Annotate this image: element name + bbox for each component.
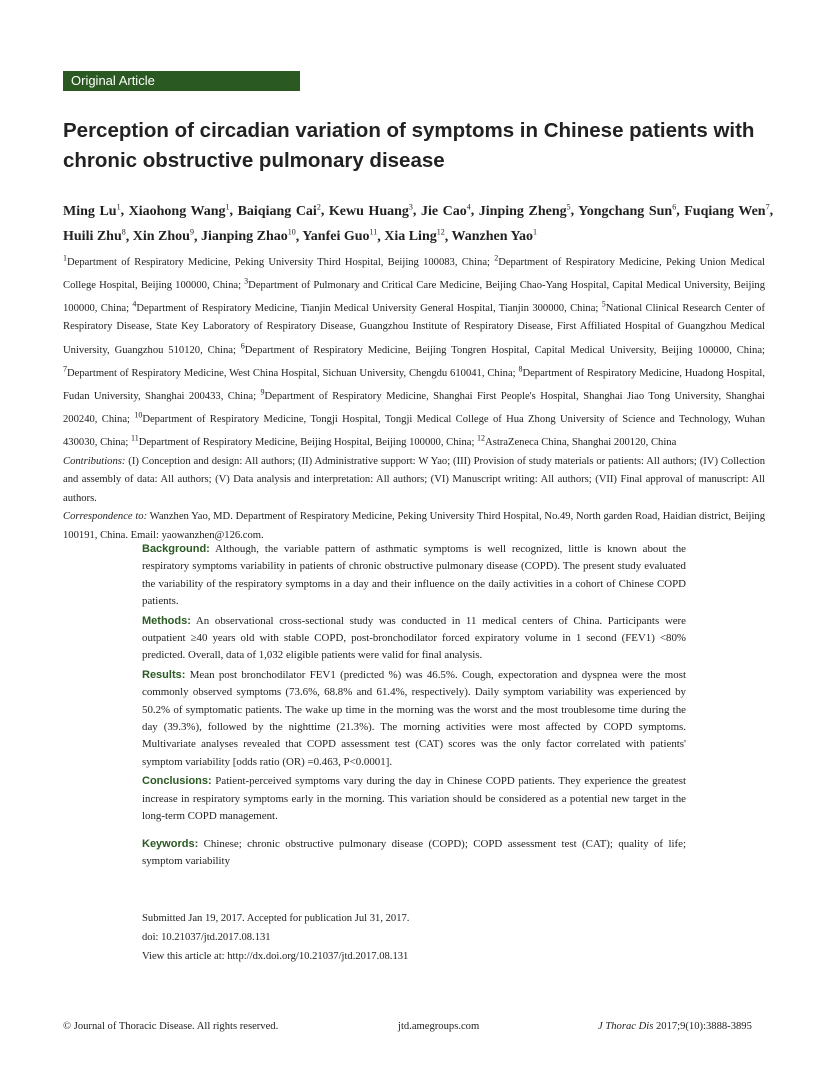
affiliation-number: 10 (134, 410, 143, 420)
journal-abbrev: J Thorac Dis (598, 1021, 654, 1032)
author-affiliation-number: 1 (116, 202, 121, 211)
affiliation-number: 11 (130, 433, 139, 443)
author-name: Jinping Zheng (478, 203, 567, 219)
affiliations-block (63, 249, 765, 546)
author (133, 229, 194, 244)
results-label: Results: (142, 668, 186, 681)
author-affiliation-number: 11 (369, 227, 378, 237)
affiliation-text: Department of Respiratory Medicine, Beijing Tongren Hospital, Capital Medical University, Beijing 100000, China; (244, 344, 765, 356)
author (479, 204, 571, 219)
keywords (142, 836, 686, 871)
author-name: Huili Zhu (63, 229, 122, 245)
footer-copyright: © Journal of Thoracic Disease. All rights reserved. (63, 1021, 279, 1032)
author-name: Wanzhen Yao (451, 229, 534, 245)
author-name: Xin Zhou (132, 229, 190, 245)
article-link[interactable]: View this article at: http://dx.doi.org/10.21037/jtd.2017.08.131 (142, 951, 409, 962)
footer-citation (598, 1021, 752, 1032)
affiliation-number: 12 (477, 433, 486, 443)
abstract-results (142, 667, 686, 771)
affiliation-text: AstraZeneca China, Shanghai 200120, China (485, 437, 677, 448)
author-affiliation-number: 2 (316, 202, 321, 211)
author-name: Jie Cao (420, 203, 467, 219)
affiliation-number: 8 (518, 364, 523, 374)
affiliation-number: 5 (601, 299, 606, 309)
methods-label: Methods: (142, 614, 191, 627)
contributions (63, 453, 765, 509)
abstract-conclusions (142, 773, 686, 825)
correspondence-text: Wanzhen Yao, MD. Department of Respiratory Medicine, Peking University Third Hospital, No.49, North garden Road, Haidian district, Beijing 100191, China. Email: yaowanzhen@126.com. (63, 511, 766, 541)
author-affiliation-number: 6 (672, 202, 677, 211)
author-name: Ming Lu (63, 203, 117, 219)
submission-dates: Submitted Jan 19, 2017. Accepted for publication Jul 31, 2017. (142, 913, 410, 924)
affiliation-list (63, 253, 766, 448)
author-list: Ming Lu$^1$, Xiaohong Wang$^1$, Baiqiang Cai$^2$, Kewu Huang$^3$, Jie Cao$^4$, Jinping Zheng$^5$, Yongchang Sun$^6$, Fuqiang Wen$^7$, Huili Zhu$^8$, Xin Zhou$^9$, Jianping Zhao$^{10}$, Yanfei Guo$^{11}$, Xia Ling$^{12}$, Wanzhen Yao$^1$ (63, 202, 774, 245)
author (129, 204, 230, 219)
author-affiliation-number: 7 (765, 202, 770, 211)
paper-title: Perception of circadian variation of symptoms in Chinese patients with chronic obstructive pulmonary disease (63, 119, 755, 172)
abstract (142, 541, 686, 872)
keywords-label: Keywords: (142, 837, 199, 850)
footer-site[interactable]: jtd.amegroups.com (398, 1021, 480, 1032)
background-label: Background: (142, 543, 210, 555)
affiliation-number: 9 (260, 387, 265, 397)
methods-text: An observational cross-sectional study was conducted in 11 medical centers of China. Participants were outpatient ≥40 years old with stable COPD, post-bronchodilator forced expiratory volume in 1 second (FEV1) <80% predicted. Overall, data of 1,032 eligible patients were valid for final analysis. (142, 614, 686, 662)
affiliation-number: 1 (63, 253, 67, 262)
affiliation (63, 253, 495, 268)
results-text: Mean post bronchodilator FEV1 (predicted %) was 46.5%. Cough, expectoration and dyspnea were the most commonly observed symptoms (73.6%, 68.8% and 61.4%, respectively). Daily symptom variability was experienced by 50.2% of symptomatic patients. The wake up time in the morning was the worst and the most troublesome time during the day (39.3%), followed by the nighttime (21.3%). The morning activities were most affected by COPD symptoms. Multivariate analyses revealed that COPD assessment test (CAT) scores was the only factor correlated with patients' symptom variability [odds ratio (OR) =0.463, P<0.0001]. (142, 668, 686, 768)
affiliation-text: Department of Respiratory Medicine, Peking University Third Hospital, Beijing 100083, China; (67, 256, 495, 268)
affiliation-number: 3 (244, 276, 249, 286)
author-affiliation-number: 8 (121, 227, 126, 237)
affiliation-number: 2 (494, 253, 499, 262)
submission-info (142, 909, 409, 966)
affiliation (477, 433, 677, 448)
affiliation-text: Department of Respiratory Medicine, West China Hospital, Sichuan University, Chengdu 610041, China; (67, 367, 519, 379)
background-text: Although, the variable pattern of asthmatic symptoms is well recognized, little is known about the respiratory symptoms variability in patients of chronic obstructive pulmonary disease (COPD). The present study evaluated the variability of the respiratory symptoms in a day and their influence on the daily activities in a cohort of Chinese COPD patients. (142, 543, 686, 608)
affiliation-text: National Clinical Research Center of Respiratory Disease, State Key Laboratory of Respiratory Disease, Guangzhou Institute of Respiratory Disease, First Affiliated Hospital of Guangzhou Medical University, Guangzhou 510120, China; (63, 302, 765, 356)
affiliation (63, 364, 519, 379)
abstract-background (142, 541, 686, 611)
author (201, 229, 296, 244)
affiliation (130, 433, 478, 448)
affiliation-text: Department of Pulmonary and Critical Care Medicine, Beijing Chao-Yang Hospital, Capital Medical University, Beijing 100000, China; (63, 279, 765, 314)
author (421, 204, 471, 219)
author-affiliation-number: 1 (533, 227, 538, 237)
conclusions-text: Patient-perceived symptoms vary during the day in Chinese COPD patients. They experience the greatest increase in respiratory symptoms early in the morning. This variation should be considered as a potential new target in the long-term COPD management. (142, 775, 686, 823)
affiliation-number: 4 (132, 299, 137, 309)
author-name: Fuqiang Wen (684, 203, 766, 219)
author-name: Yanfei Guo (302, 229, 370, 245)
author-name: Xiaohong Wang (128, 203, 226, 219)
author (578, 204, 676, 219)
author (329, 204, 413, 219)
author-affiliation-number: 9 (189, 227, 194, 237)
contributions-text: (I) Conception and design: All authors; (II) Administrative support: W Yao; (III) Provision of study materials or patients: All authors; (IV) Collection and assembly of data: All authors; (V) Data analysis and interpretation: All authors; (VI) Manuscript writing: All authors; (VII) Final approval of manuscript: All authors. (63, 455, 765, 504)
author-affiliation-number: 5 (566, 202, 571, 211)
affiliation-number: 7 (63, 364, 67, 374)
affiliation-number: 6 (240, 340, 245, 350)
affiliation-text: Department of Respiratory Medicine, Tianjin Medical University General Hospital, Tianjin 300000, China; (136, 302, 602, 314)
correspondence (63, 508, 765, 545)
author-affiliation-number: 10 (287, 227, 296, 237)
author-affiliation-number: 1 (225, 202, 230, 211)
affiliation-text: Department of Respiratory Medicine, Shanghai First People's Hospital, Shanghai Jiao Tong University, Shanghai 200240, China; (63, 390, 765, 425)
author-affiliation-number: 4 (466, 202, 471, 211)
author-affiliation-number: 3 (408, 202, 413, 211)
affiliation-text: Department of Respiratory Medicine, Huadong Hospital, Fudan University, Shanghai 200433, China; (63, 367, 765, 402)
author (302, 229, 377, 244)
author (238, 204, 321, 219)
affiliation (240, 340, 765, 356)
contributions-label: Contributions: (63, 455, 126, 467)
citation-text: 2017;9(10):3888-3895 (653, 1021, 752, 1032)
conclusions-label: Conclusions: (142, 775, 212, 788)
author (451, 229, 537, 244)
author-name: Yongchang Sun (578, 203, 673, 219)
author (63, 229, 126, 244)
author-affiliation-number: 12 (436, 227, 445, 237)
author (684, 204, 769, 219)
author (384, 229, 445, 244)
affiliation-text: Department of Respiratory Medicine, Tongji Hospital, Tongji Medical College of Hua Zhong University of Science and Technology, Wuhan 430030, China; (63, 413, 766, 448)
author (63, 204, 121, 219)
article-type-banner: Original Article (63, 71, 300, 91)
author-name: Xia Ling (384, 229, 437, 245)
author-name: Kewu Huang (328, 203, 409, 219)
abstract-methods (142, 613, 686, 665)
doi: doi: 10.21037/jtd.2017.08.131 (142, 932, 271, 943)
affiliation-text: Department of Respiratory Medicine, Beijing Hospital, Beijing 100000, China; (138, 437, 478, 448)
affiliation-text: Department of Respiratory Medicine, Peking Union Medical College Hospital, Beijing 100000, China; (63, 256, 766, 291)
affiliation (132, 299, 602, 314)
keywords-text: Chinese; chronic obstructive pulmonary disease (COPD); COPD assessment test (CAT); quality of life; symptom variability (142, 837, 686, 867)
author-name: Jianping Zhao (200, 229, 288, 245)
correspondence-label: Correspondence to: (63, 511, 148, 523)
author-name: Baiqiang Cai (237, 203, 317, 219)
